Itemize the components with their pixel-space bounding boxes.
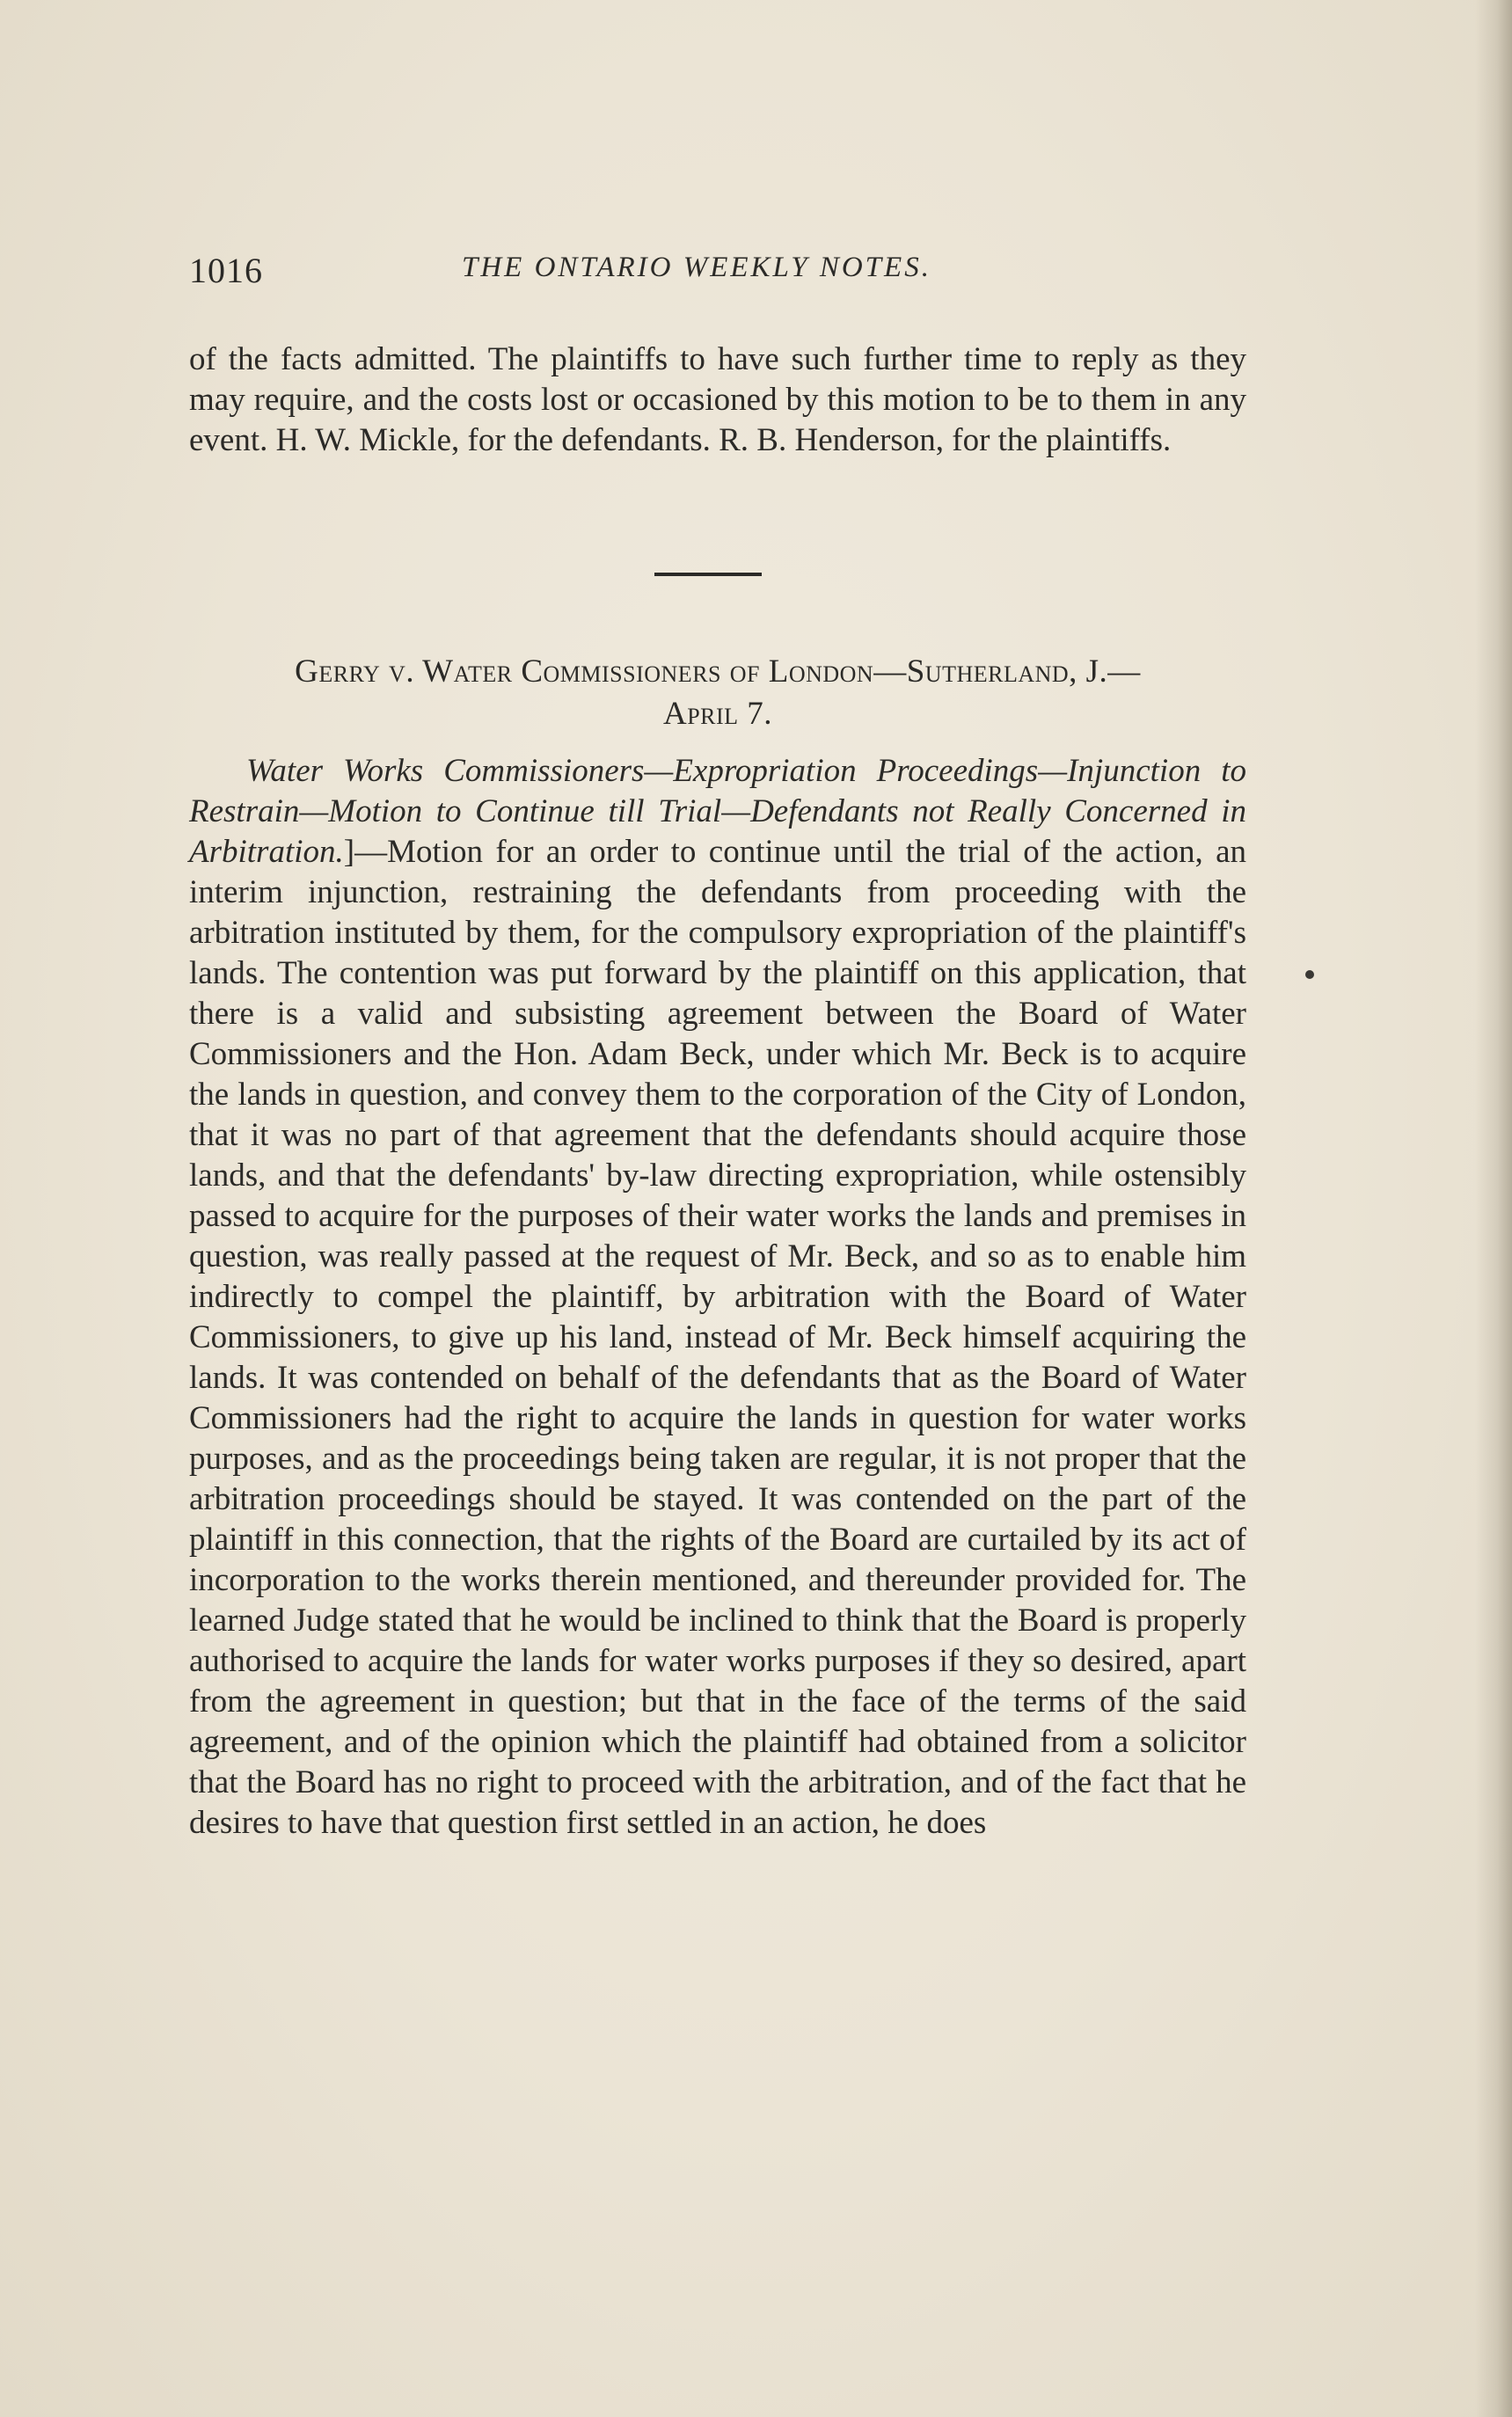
headnote: Water Works Commissioners—Expropriation Proceedings—Injunction to Restrain—Motion to Continue till Trial—Defendants not Really Concerned in Arbitration. — [189, 753, 1246, 870]
opening-paragraph: of the facts admitted. The plaintiffs to have such further time to reply as they may require, and the costs lost or occasioned by this motion to be to them in any event. H. W. Mickle, for the defendants. R. B. Henderson, for the plaintiffs. — [189, 341, 1246, 458]
page-edge-shadow — [1475, 0, 1512, 2417]
case-report-paragraph — [189, 751, 1246, 1844]
section-divider — [654, 573, 762, 576]
page-number: 1016 — [189, 251, 263, 290]
case-heading-date: April 7. — [662, 696, 773, 732]
case-heading — [189, 651, 1246, 735]
running-head — [189, 250, 1246, 303]
case-report-text: ]—Motion for an order to continue until the trial of the action, an interim injunction, restraining the defendants from proceeding with the arbitration instituted by them, for the compulsory expropriation of the plaintiff's lands. The contention was put forward by the plaintiff on this application, that there is a valid and subsisting agreement between the Board of Water Commissioners and the Hon. Adam Beck, under which Mr. Beck is to acquire the lands in question, and convey them to the corporation of the City of London, that it was no part of that agreement that the defendants should acquire those lands, and that the defendants' by-law directing expropriation, while ostensibly passed to acquire for the purposes of their water works the lands and premises in question, was really passed at the request of Mr. Beck, and so as to enable him indirectly to compel the plaintiff, by arbitration with the Board of Water Commissioners, to give up his land, instead of Mr. Beck himself acquiring the lands. It was contended on behalf of the defendants that as the Board of Water Commissioners had the right to acquire the lands in question for water works purposes, and as the proceedings being taken are regular, it is not proper that the arbitration proceedings should be stayed. It was contended on the part of the plaintiff in this connection, that the rights of the Board are curtailed by its act of incorporation to the works therein mentioned, and thereunder provided for. The learned Judge stated that he would be inclined to think that the Board is properly authorised to acquire the lands for water works purposes if they so desired, apart from the agreement in question; but that in the face of the terms of the said agreement, and of the opinion which the plaintiff had obtained from a solicitor that the Board has no right to proceed with the arbitration, and of the fact that he desires to have that question first settled in an action, he does — [189, 834, 1246, 1841]
margin-mark — [1305, 970, 1314, 979]
journal-title: THE ONTARIO WEEKLY NOTES. — [462, 252, 931, 283]
case-heading-line1: Gerry v. Water Commissioners of London—Sutherland, J.— — [295, 654, 1141, 690]
